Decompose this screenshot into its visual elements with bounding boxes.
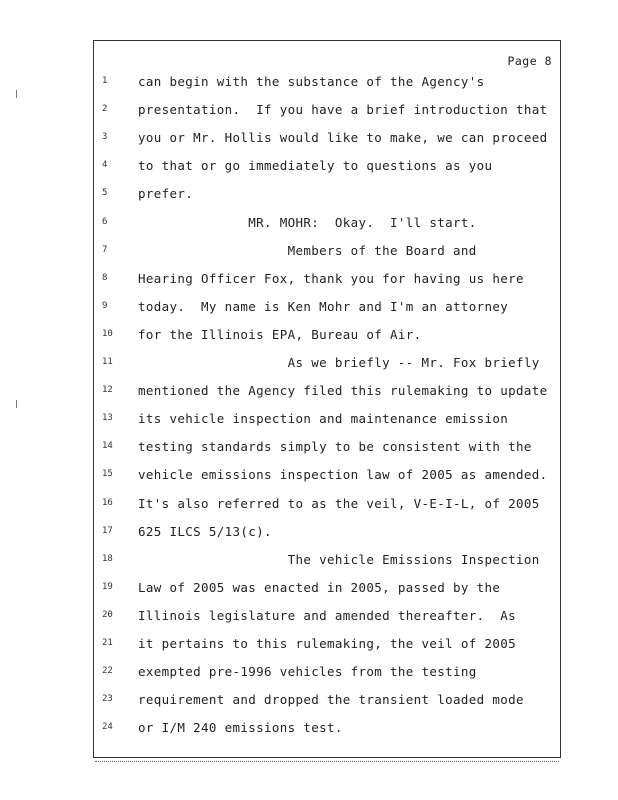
line-number: 1 (102, 76, 108, 86)
line-number: 24 (102, 722, 113, 733)
line-text: As we briefly -- Mr. Fox briefly (138, 355, 540, 370)
transcript-line (94, 327, 560, 355)
transcript-line (94, 186, 560, 214)
line-text: testing standards simply to be consistent with the (138, 439, 532, 455)
line-number: 13 (102, 413, 113, 424)
line-text: it pertains to this rulemaking, the veil of 2005 (138, 636, 517, 651)
line-number: 7 (102, 244, 108, 255)
line-number: 6 (102, 216, 108, 227)
transcript-line (94, 608, 560, 636)
transcript-line (94, 130, 560, 158)
line-number: 5 (102, 188, 108, 199)
transcript-line (94, 383, 560, 411)
line-text: Law of 2005 was enacted in 2005, passed by the (138, 579, 501, 595)
transcript-line (94, 552, 560, 580)
line-text: Illinois legislature and amended thereafter. As (138, 607, 517, 623)
transcript-line (94, 215, 560, 243)
line-text: presentation. If you have a brief introduction that (138, 102, 548, 118)
line-text: mentioned the Agency filed this rulemaking to update (138, 383, 548, 399)
line-number: 14 (102, 441, 113, 452)
line-number: 2 (102, 104, 108, 115)
page-number: Page 8 (507, 54, 552, 68)
scan-mark (16, 90, 19, 98)
line-number: 22 (102, 666, 113, 677)
line-text: to that or go immediately to questions as you (138, 158, 493, 174)
line-text: can begin with the substance of the Agency's (138, 74, 485, 89)
line-number: 3 (102, 132, 108, 143)
line-number: 19 (102, 581, 113, 592)
line-text: MR. MOHR: Okay. I'll start. (138, 214, 477, 230)
transcript-page (93, 40, 561, 758)
line-number: 9 (102, 300, 108, 311)
line-text: 625 ILCS 5/13(c). (138, 523, 272, 539)
transcript-line (94, 524, 560, 552)
line-text: or I/M 240 emissions test. (138, 720, 343, 736)
transcript-line (94, 158, 560, 186)
line-text: exempted pre-1996 vehicles from the testing (138, 664, 477, 680)
line-number: 20 (102, 609, 113, 620)
transcript-line (94, 580, 560, 608)
transcript-line (94, 355, 560, 383)
line-text: today. My name is Ken Mohr and I'm an attorney (138, 298, 509, 314)
line-number: 15 (102, 469, 113, 480)
scan-mark (16, 400, 19, 408)
transcript-line (94, 102, 560, 130)
transcript-line (94, 692, 560, 720)
line-text: its vehicle inspection and maintenance emission (138, 411, 509, 427)
transcript-line (94, 467, 560, 495)
line-number: 23 (102, 694, 113, 705)
line-text: vehicle emissions inspection law of 2005 as amended. (138, 467, 548, 483)
page-bottom-rule (95, 761, 559, 762)
line-number: 12 (102, 385, 113, 396)
line-number: 16 (102, 497, 113, 508)
line-number: 10 (102, 328, 113, 339)
transcript-line (94, 271, 560, 299)
line-number: 18 (102, 553, 113, 564)
transcript-line (94, 411, 560, 439)
transcript-line (94, 243, 560, 271)
line-text: prefer. (138, 186, 194, 202)
line-text: requirement and dropped the transient loaded mode (138, 692, 524, 708)
transcript-line (94, 74, 560, 102)
transcript-line (94, 664, 560, 692)
transcript-line (94, 299, 560, 327)
transcript-line (94, 720, 560, 748)
transcript-line (94, 636, 560, 664)
line-text: Hearing Officer Fox, thank you for having us here (138, 270, 524, 286)
line-text: you or Mr. Hollis would like to make, we can proceed (138, 130, 548, 146)
line-text: The vehicle Emissions Inspection (138, 551, 540, 567)
line-number: 17 (102, 525, 113, 536)
transcript-line (94, 496, 560, 524)
line-number: 21 (102, 638, 113, 648)
line-text: Members of the Board and (138, 242, 477, 258)
line-number: 8 (102, 272, 108, 283)
line-text: It's also referred to as the veil, V-E-I-L, of 2005 (138, 495, 540, 511)
line-number: 11 (102, 357, 113, 367)
line-number: 4 (102, 160, 108, 171)
line-text: for the Illinois EPA, Bureau of Air. (138, 326, 422, 342)
transcript-line (94, 439, 560, 467)
